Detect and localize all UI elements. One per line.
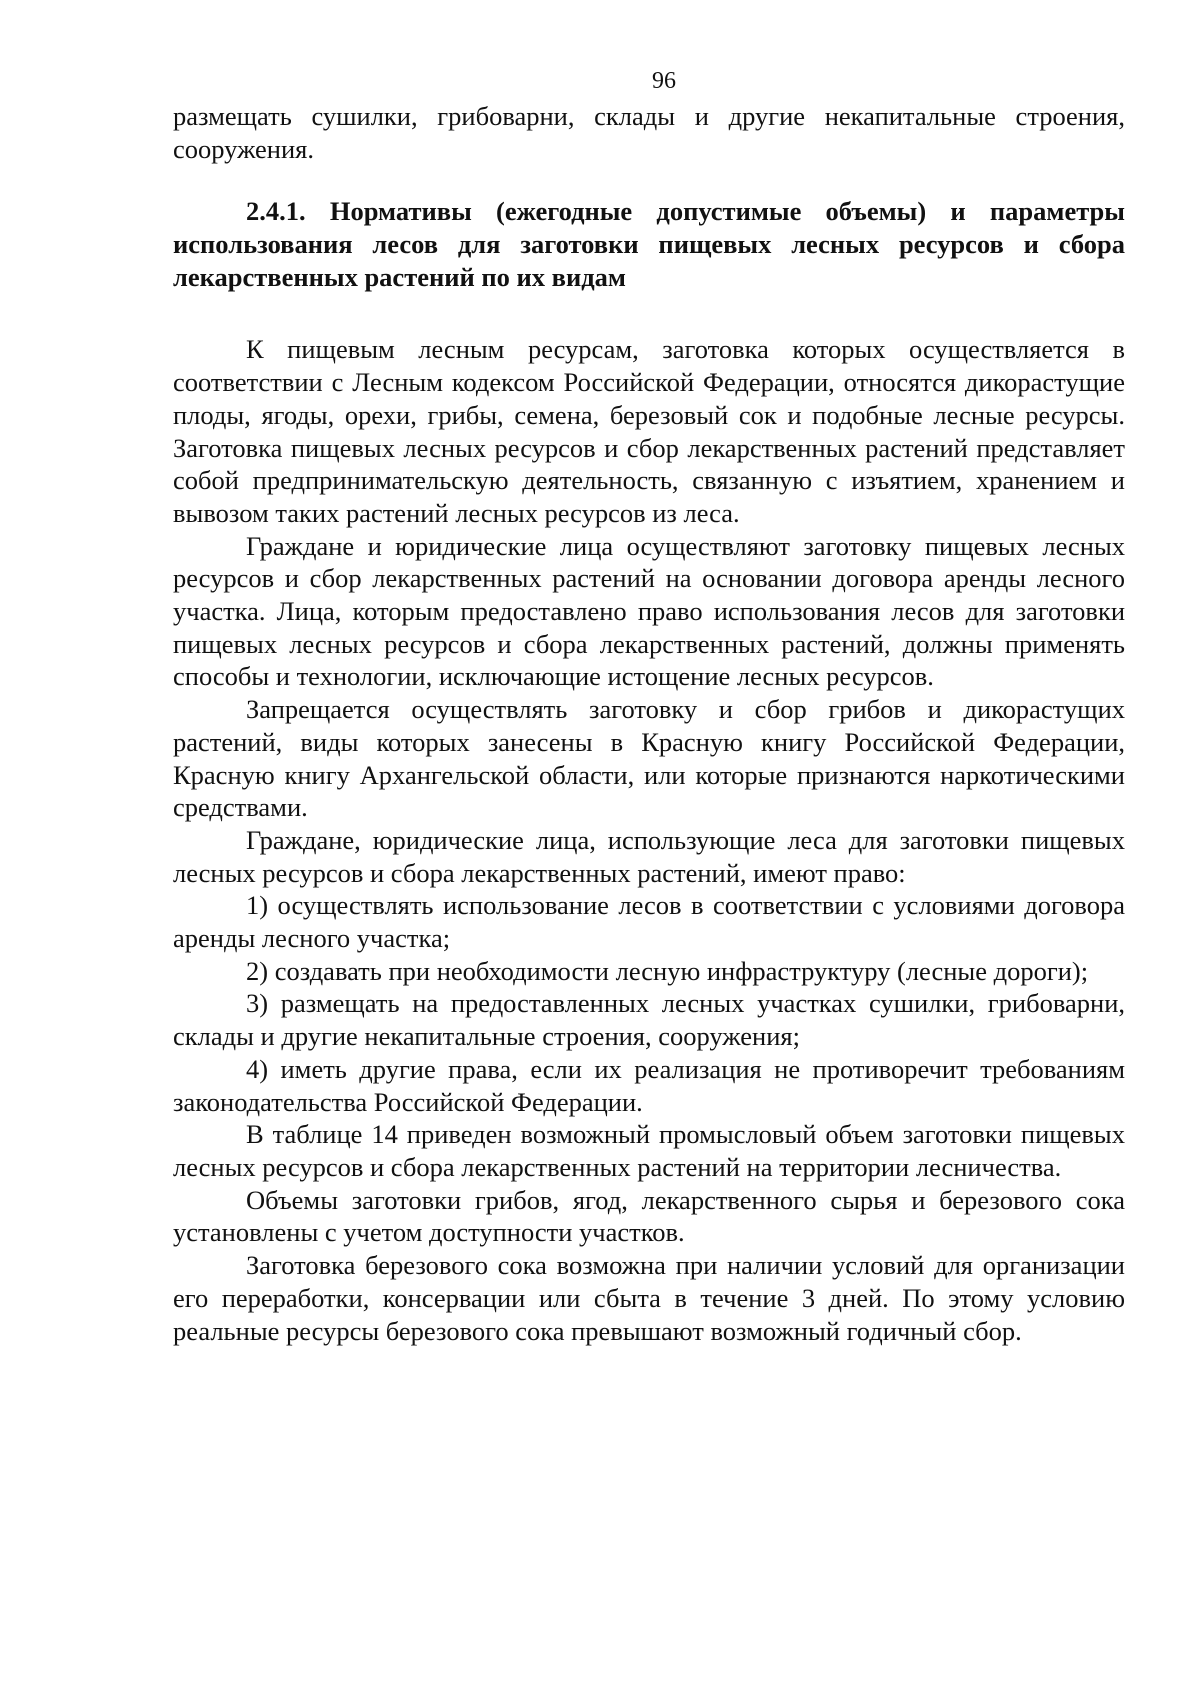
- section-heading: 2.4.1. Нормативы (ежегодные допустимые объемы) и параметры использования лесов для заготовки пищевых лесных ресурсов и сбора лекарственных растений по их видам: [173, 196, 1125, 293]
- list-item: 2) создавать при необходимости лесную инфраструктуру (лесные дороги);: [246, 955, 1089, 986]
- list-item: 1) осуществлять использование лесов в соответствии с условиями договора аренды лесного участка;: [173, 890, 1125, 954]
- list-item: 4) иметь другие права, если их реализация не противоречит требованиям законодательства Российской Федерации.: [173, 1053, 1125, 1117]
- list-item: 3) размещать на предоставленных лесных участках сушилки, грибоварни, склады и другие некапитальные строения, сооружения;: [173, 988, 1125, 1052]
- body-paragraph: Граждане, юридические лица, использующие леса для заготовки пищевых лесных ресурсов и сбора лекарственных растений, имеют право:: [173, 824, 1125, 888]
- body-paragraph: В таблице 14 приведен возможный промысловый объем заготовки пищевых лесных ресурсов и сбора лекарственных растений на территории лесничества.: [173, 1119, 1125, 1182]
- body-paragraph: Заготовка березового сока возможна при наличии условий для организации его переработки, консервации или сбыта в течение 3 дней. По этому условию реальные ресурсы березового сока превышают возможный годичный сбор.: [173, 1250, 1125, 1346]
- continuation-paragraph: размещать сушилки, грибоварни, склады и другие некапитальные строения, сооружения.: [173, 101, 1125, 164]
- body-paragraph: Запрещается осуществлять заготовку и сбор грибов и дикорастущих растений, виды которых занесены в Красную книгу Российской Федерации, Красную книгу Архангельской области, или которые признаются наркотическими средствами.: [173, 694, 1125, 823]
- body-paragraph: К пищевым лесным ресурсам, заготовка которых осуществляется в соответствии с Лесным кодексом Российской Федерации, относятся дикорастущие плоды, ягоды, орехи, грибы, семена, березовый сок и подобные лесные ресурсы. Заготовка пищевых лесных ресурсов и сбор лекарственных растений представляет собой предпринимательскую деятельность, связанную с изъятием, хранением и вывозом таких растений лесных ресурсов из леса.: [173, 334, 1125, 528]
- document-page: [173, 66, 1125, 1347]
- page-number: 96: [652, 68, 676, 94]
- body-paragraph: Объемы заготовки грибов, ягод, лекарственного сырья и березового сока установлены с учетом доступности участков.: [173, 1184, 1125, 1248]
- body-paragraph: Граждане и юридические лица осуществляют заготовку пищевых лесных ресурсов и сбор лекарственных растений на основании договора аренды лесного участка. Лица, которым предоставлено право использования лесов для заготовки пищевых лесных ресурсов и сбора лекарственных растений, должны применять способы и технологии, исключающие истощение лесных ресурсов.: [173, 530, 1125, 692]
